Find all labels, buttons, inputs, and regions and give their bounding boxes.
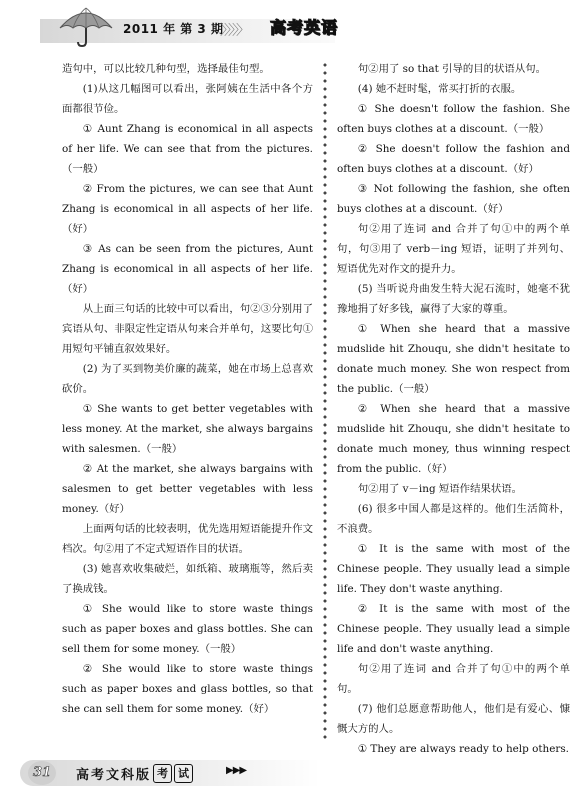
paragraph: ③ Not following the fashion, she often buys clothes at a discount.（好） <box>337 183 570 215</box>
paragraph: 句②用了 v－ing 短语作结果状语。 <box>357 483 523 495</box>
footer-title <box>76 764 193 783</box>
paragraph: (4) 她不赶时髦，常买打折的衣服。 <box>357 83 522 95</box>
left-column <box>62 59 313 719</box>
paragraph: ① They are always ready to help others. <box>357 743 569 755</box>
paragraph: 上面两句话的比较表明，优先选用短语能提升作文档次。句②用了不定式短语作目的状语。 <box>62 523 313 555</box>
paragraph: ① She wants to get better vegetables with less money. At the market, she always bargains with salesmen.（一般） <box>62 403 313 455</box>
paragraph: ① She doesn't follow the fashion. She often buys clothes at a discount.（一般） <box>337 103 570 135</box>
paragraph: (7) 他们总愿意帮助他人，他们是有爱心、慷慨大方的人。 <box>337 703 570 735</box>
paragraph: ② From the pictures, we can see that Aunt Zhang is economical in all aspects of her life.（好） <box>62 183 313 235</box>
header-arrows: 〉〉〉〉〉 <box>220 23 247 39</box>
paragraph: ③ As can be seen from the pictures, Aunt Zhang is economical in all aspects of her life.（好） <box>62 243 313 295</box>
right-column <box>337 59 570 759</box>
paragraph: ② At the market, she always bargains with salesmen to get better vegetables with less money.（好） <box>62 463 313 515</box>
paragraph: (2) 为了买到物美价廉的蔬菜，她在市场上总喜欢砍价。 <box>62 363 313 395</box>
paragraph: ② When she heard that a massive mudslide hit Zhouqu, she didn't hesitate to donate much money, thus winning respect from the public.（好） <box>337 403 570 475</box>
paragraph: (6) 很多中国人都是这样的。他们生活简朴，不浪费。 <box>337 503 570 535</box>
footer-arrows: ▶▶▶ <box>226 765 247 776</box>
footer-box-kao: 考 <box>153 764 172 783</box>
page-footer <box>0 752 579 792</box>
paragraph: ① She would like to store waste things such as paper boxes and glass bottles. She can sell them for some money.（一般） <box>62 603 313 655</box>
paragraph: 造句中，可以比较几种句型，选择最佳句型。 <box>62 63 270 75</box>
paragraph: (3) 她喜欢收集破烂，如纸箱、玻璃瓶等，然后卖了换成钱。 <box>62 563 313 595</box>
paragraph: ② She would like to store waste things such as paper boxes and glass bottles, so that she can sell them for some money.（好） <box>62 663 313 715</box>
umbrella-icon <box>56 4 116 48</box>
paragraph: 句②用了连词 and 合并了句①中的两个单句。 <box>337 663 570 695</box>
paragraph: 从上面三句话的比较中可以看出，句②③分别用了宾语从句、非限定性定语从句来合并单句，这要比句①用短句平铺直叙效果好。 <box>62 303 313 355</box>
paragraph: ① It is the same with most of the Chinese people. They usually lead a simple life. They don't waste anything. <box>337 543 570 595</box>
paragraph: 句②用了 so that 引导的目的状语从句。 <box>357 63 546 75</box>
issue-label: 2011 年 第 3 期 <box>123 22 224 36</box>
footer-title-text: 高考文科版 <box>76 768 152 783</box>
brand-title: 高考英语 <box>270 18 339 37</box>
page-header <box>0 0 579 52</box>
paragraph: ① Aunt Zhang is economical in all aspects of her life. We can see that from the pictures.（一般） <box>62 123 313 175</box>
paragraph: (5) 当听说舟曲发生特大泥石流时，她毫不犹豫地捐了好多钱，赢得了大家的尊重。 <box>337 283 570 315</box>
column-divider <box>322 61 328 741</box>
paragraph: ② She doesn't follow the fashion and often buys clothes at a discount.（好） <box>337 143 570 175</box>
footer-box-shi: 试 <box>174 764 193 783</box>
paragraph: 句②用了连词 and 合并了句①中的两个单句，句③用了 verb－ing 短语，证明了并列句、短语优先对作文的提升力。 <box>337 223 570 275</box>
page-number: 31 <box>28 761 56 785</box>
paragraph: ① When she heard that a massive mudslide hit Zhouqu, she didn't hesitate to donate much money. She won respect from the public.（一般） <box>337 323 570 395</box>
paragraph: ② It is the same with most of the Chinese people. They usually lead a simple life and don't waste anything. <box>337 603 570 655</box>
paragraph: (1)从这几幅图可以看出，张阿姨在生活中各个方面都很节俭。 <box>62 83 313 115</box>
